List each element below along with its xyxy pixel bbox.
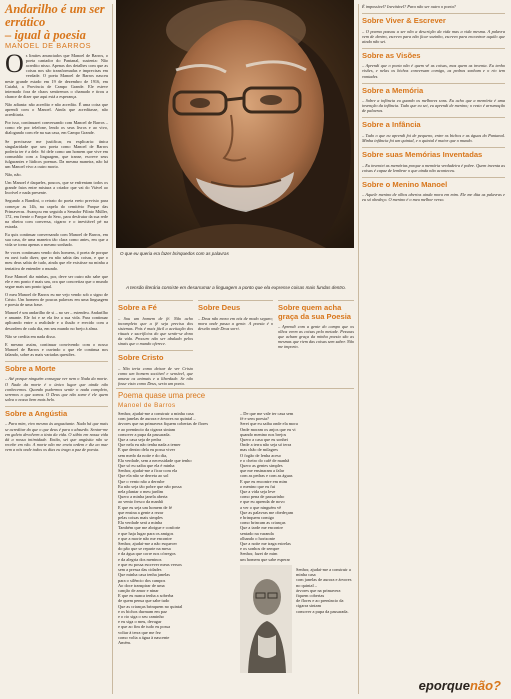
- section-text: – Sobre a infância eu guardo os melhores sons. Eu acho que a memória é uma invenção da infância. Tudo que eu sei, eu aprendi de menino; o resto é arrumação de palavras.: [362, 98, 505, 114]
- mid-column-3: [278, 296, 354, 352]
- body-paragraph: Se precisasse me justificar, eu explicaria: única singularidade que um poeta como Manoel de Barros poderia ter é a dele. Só dele como um homem que vive em comunhão com a linguagem, que transe, escreve seus fulgurantes e lúdicos poemas. Da mesma maneira, não há um Manoel vivo a outro morto.: [5, 138, 108, 169]
- section-text: – Aquele menino de olhos abertos ainda mora em mim. Ele me dita as palavras e eu só obedeço. O menino é o meu melhor verso.: [362, 192, 505, 203]
- section-text: – Até porque ninguém consegue ver nem o Nada da morte. O Nada da morte é o único lugar que ainda não conhecemos. Quando pudermos sentir o nada completo, seremos o que somos. O Deus que não some é ele quem salva o nosso bem mais belo.: [5, 376, 108, 402]
- body-paragraph: Esse Manoel diz minhas, por, deve ser outro não sabe que ele e em ponto é mais um, ora que concretiza que o mundo segue mais um ponto igual.: [5, 273, 108, 289]
- poem-title: Poema quase uma prece: [118, 391, 206, 400]
- section-title: Sobre a Infância: [362, 117, 505, 130]
- column-divider: [358, 4, 359, 694]
- section-title: Sobre o Menino Manoel: [362, 177, 505, 190]
- body-paragraph: Manoel é um andarilho de si – no ser – estendeu. Andarilho e amante. Ele foi e se ela fez a sua vida. Para continuar aplicando entre a realidade e a ilusão e erecido com a desordem de cada dia, em seu mundo no brejo à alma.: [5, 310, 108, 331]
- poem-author: Manoel de Barros: [118, 401, 176, 409]
- poem-box: [116, 388, 354, 694]
- section-title: Sobre Viver & Escrever: [362, 13, 505, 26]
- photo-caption: O que eu queria era fazer brinquedos com as palavras: [120, 251, 229, 256]
- drop-cap: O: [5, 49, 24, 79]
- section-title: Sobre a Angústia: [5, 406, 108, 419]
- body-paragraph: Um Manoel é daqueles, poucos, que se enfrentam todos os grande fatos entre mistura a criador que vai do Viável ao Incrível e nada presente.: [5, 180, 108, 196]
- byline: MANOEL DE BARROS: [5, 41, 92, 50]
- section-text: – Deus não mora em nós de modo seguro; mora onde passa a gente. A poesia é o desvão onde Deus sorri.: [198, 315, 273, 331]
- section-text: – O poema passou a ser não a descrição da vida mas a vida mesma. A palavra vem de dentro, escrevo para não ficar sozinho, escrevo para encontrar aquilo que ainda não sei.: [362, 28, 505, 44]
- section-title: Sobre a Fé: [118, 300, 193, 313]
- headline-subtitle: – igual à poesia: [5, 28, 86, 42]
- column-divider: [112, 4, 113, 694]
- section-title: Sobre suas Memórias Inventadas: [362, 147, 505, 160]
- mid-column-1: [118, 296, 193, 389]
- body-paragraph: Não adianta: não acredito e não acredito. É uma coisa que aprendi com o Manoel. Ainda que acreditasse, não acreditaria.: [5, 101, 108, 118]
- section-text: – Eu inventei as memórias porque a memória verdadeira é pobre. Quem inventa as coisas é capaz de lembrar o que ainda não aconteceu.: [362, 162, 505, 173]
- center-pullquote: A tensão literária consiste em desarrumar a linguagem a ponto que ela expresse coisas mais fundas dentro.: [126, 285, 346, 290]
- section-title: Sobre a Morte: [5, 361, 108, 374]
- section-text: – Não teria como deixar de ver Cristo como um homem sociável e sensível, que amava os animais e a liberdade. Se não fosse visto como Deus, seria um poeta.: [118, 365, 193, 386]
- section-text: – Para mim, vivo mesmo às angustiante. Nada há que mais se acreditar do que o que deus é para o absurdo. Sentar-me em galeto devolvem a tinta da vida. O sábio em nossa vida dá a nossa intimidade. Então, sei que angústia não se recebe em vão. A morte não me envia ordem e diz ao mar vem a nós onde todos os dias eu trago a paz de poesia.: [5, 421, 108, 452]
- intro-paragraph: Os limites anunciados que Manoel de Barros, o poeta cantador do Pantanal, sustenta: Não acredito nisso. Apenas dos detalhes com que as coisas nos são transformadas e imprecisas em verdade. O poeta Manoel de Barros nasceu neste grande estado em 19 de dezembro de 1916, em Cuiabá, a Província de Campo Grande. Ele esteve internado fora de chaos sentiremos o chamado e tirou a chance de dizer que aqui está a esperança.: [5, 49, 108, 99]
- brand-logo: eporquenão?: [418, 678, 501, 693]
- section-title: Sobre Cristo: [118, 350, 193, 363]
- poem-column-1: Senhor, ajudai-me a construir a minha casa com janelas de aurora e árvores no quintal – árvores que na primavera fiquem cobertas de flores e ao prenúncio da cigarra sintam comover a pupa da passarada. Que a casa seja de pedra Que nela eu não tenha nada a temer E que dentro dela eu possa viver sem medo da noite e do dia, Ela verdade, sem a necessidade que tenho Que só eu saiba que ela é minha Senhor, ajudai-me a ficar com ela Que ela não se derreta ao sol Que o vento não a derrube Eu não seja tão pobre que não possa nela plantar o meu jardim Quero a minha janela aberta ao vento fresco da manhã E que eu seja um homem de fé que ensina a gente a rezar pelas coisas mais simples Ela verdade será a minha Também que me abrigue e conforte e que haja lugar para os amigos e que a morte não me encontre Senhor, ajudai-me a não esquecer do pão que se reparte na mesa e da água que corre nos córregos e da alegria dos meninos e que eu possa escrever meus versos sem a pressa das cidades Que minha casa tenha janelas para o silêncio dos campos Ao doce transpirar de uma canção de amor e ninar E que eu nunca tenha a soberba de quem pensa que sabe tudo Que as crianças brinquem no quintal e os bichos durmam em paz e o rio siga o seu caminho e eu siga o meu, devagar e que ao fim de tudo eu possa voltar à terra que me fez como volta a água à nascente Amém.: [118, 411, 209, 645]
- section-title: Sobre as Visões: [362, 48, 505, 61]
- section-title: Sobre Deus: [198, 300, 273, 313]
- poem-column-2: – De que me vale ter casa sem fé e sem poesia? Serei que eu saiba onde ela mora Onde moram os anjos que eu vi quando menino nos brejos Quero a casa que eu sonhei Onde a terra não seja só terra mas chão de milagres O fogão de lenha aceso e o cheiro do café de manhã Quero as gentes simples que me ensinaram a falar com as pedras e com as águas E que eu encontre em mim o menino que eu fui Que a vida seja leve como pena de passarinho e que eu aprenda de novo a ver o que ninguém vê Que as palavras me obedeçam e brinquem comigo como brincam as crianças Que a tarde me encontre sentado na varanda olhando o horizonte Que a noite me traga estrelas e os sonhos de sempre Senhor, fazei de mim um homem que sabe esperar: [240, 411, 298, 562]
- body-paragraph: Não, não.: [5, 172, 22, 178]
- mid-column-2: [198, 296, 273, 334]
- body-paragraph: Se voces continuam vendo dois homens, ó poeta de porque eu ouvi tudo dizer, que eu não sabia das coisas, e que o meu deus sabia de tudo, ainda que ele existisse na minha a tentativa de entender o mundo.: [5, 250, 108, 271]
- body-paragraph: Por isso, continuarei conversando com Manoel de Barros – como ele por telefone, lendo os seus livros e ao vivo, dialogando com ele na sua casa, em Campo Grande.: [5, 120, 108, 136]
- section-text: – Sou um homem de fé. Não acho incompleto que a fé seja precisa dos sistemas. Pois é mais fácil a aceitação dos rituais e sacrifícios do que sentir-se dono da vida. Procuro não ser abalado pelos sinais que o mundo oferece.: [118, 315, 193, 346]
- left-column: [5, 3, 108, 455]
- body-paragraph: Eu quis continuar conversando com Manoel de Barros, em sua casa, de uma maneira tão clara como antes, em que a vida se torna apenas o mesmo sonhado.: [5, 232, 108, 248]
- section-title: Sobre a Memória: [362, 83, 505, 96]
- body-paragraph: Não se credita em nada disso.: [5, 333, 57, 339]
- section-text: – Aprendi com a gente do campo que os olhos veem as coisas pela metade. Pessoas que acham graça da minha poesia são as mesmas que riem das coisas sem saber. Não me importo.: [278, 324, 354, 350]
- poet-small-photo: [240, 565, 292, 673]
- poet-portrait-photo: [116, 0, 354, 248]
- right-intro-text: É impossível? Inevitável? Para não ser outro o poeta?: [362, 4, 456, 9]
- body-paragraph: O meu Manoel de Barros eu me vejo vendo sob o signo de Cristo. Um homem de poucas palavras em uma linguagem e poesia de uma frase.: [5, 291, 108, 308]
- headline: Andarilho é um ser errático – igual à poesia: [5, 3, 108, 42]
- body-paragraph: Segundo a Bandini, o retrato do poeta ereto previsto para começar as 14h, na capela do cemitério Parque das Primaveras. Avançou em seguida a Senador Filinto Müller, 172, em frente o Parque do Sesc, para desfrutar da sua rede na ribeira com conversa, cigarro e o inevitável pé na estrada.: [5, 198, 108, 229]
- section-title: Sobre quem acha graça da sua Poesia: [278, 300, 354, 321]
- section-text: – Aprendi que o poeta não é quem vê as coisas, mas quem as inventa. Eu tenho visões, e nelas os bichos conversam comigo, as pedras sonham e o rio tem vontades.: [362, 63, 505, 79]
- section-text: – Tudo o que eu aprendi foi de pequeno, entre os bichos e as águas do Pantanal. Minha infância foi um quintal, e o quintal é maior que o mundo.: [362, 132, 505, 144]
- body-paragraph: E mesmo assim, continuar convivendo com o nosso Manoel de Barros e ouvindo o que ele continua nos falando, sobre as mais variadas questões.: [5, 341, 108, 357]
- portrait-image: [116, 0, 354, 248]
- poem-column-3: Senhor, ajudai-me a construir a minha casa com janelas de aurora e árvores no quintal – árvores que na primavera fiquem cobertas de flores e ao prenúncio da cigarra sintam comover a pupa da passarada.: [296, 567, 352, 614]
- right-column: [362, 4, 505, 206]
